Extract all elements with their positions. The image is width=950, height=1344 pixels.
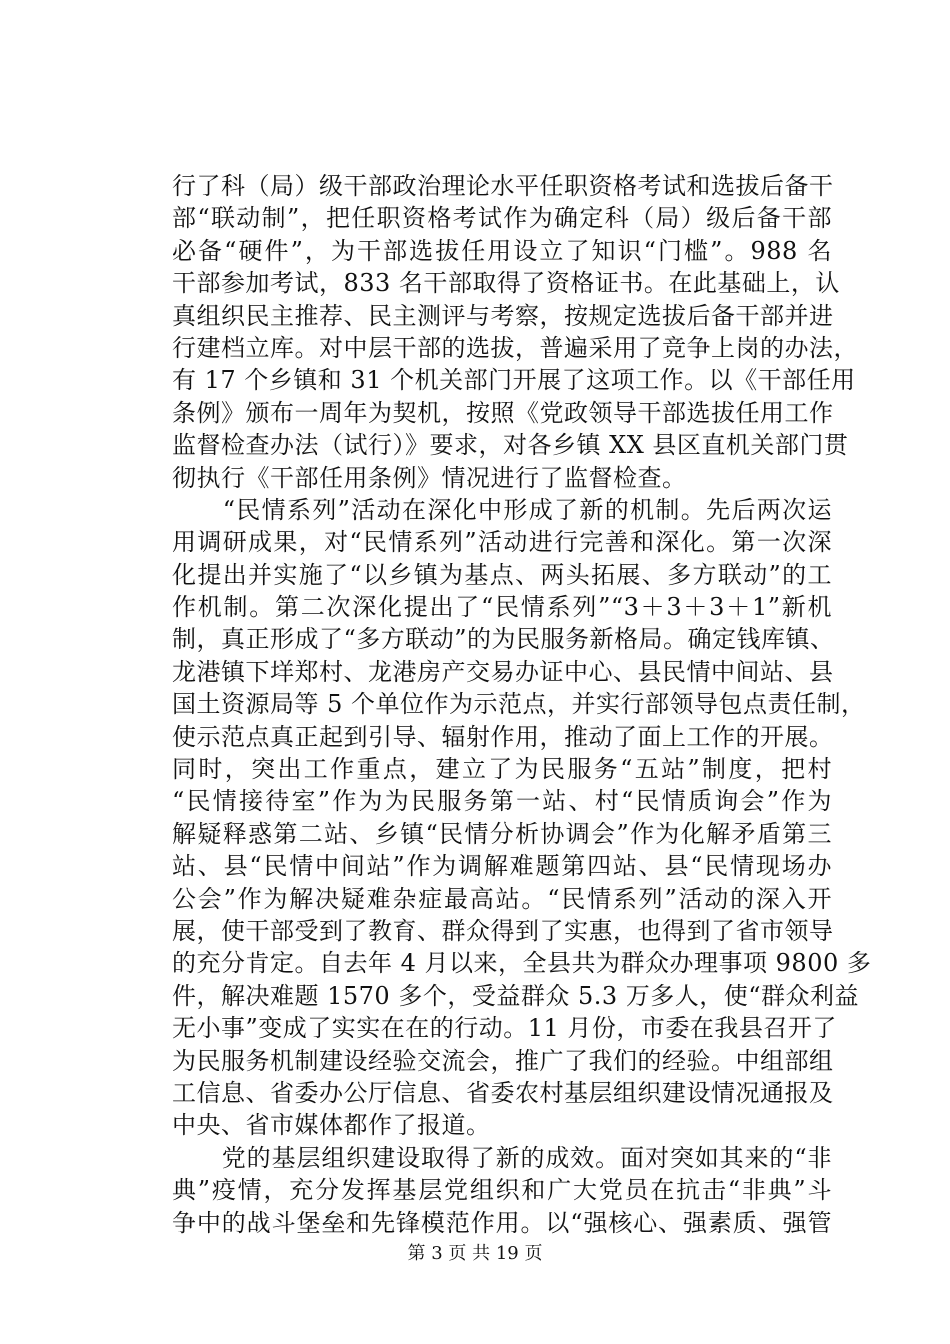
text-line: 公会”作为解决疑难杂症最高站。“民情系列”活动的深入开	[172, 884, 832, 913]
text-line: 有 17 个乡镇和 31 个机关部门开展了这项工作。以《干部任用	[172, 366, 856, 395]
text-line: 站、县“民情中间站”作为调解难题第四站、县“民情现场办	[172, 852, 832, 881]
text-line: 条例》颁布一周年为契机，按照《党政领导干部选拔任用工作	[172, 398, 834, 427]
text-line: 使示范点真正起到引导、辐射作用，推动了面上工作的开展。	[172, 722, 834, 751]
text-line: 工信息、省委办公厅信息、省委农村基层组织建设情况通报及	[172, 1078, 834, 1107]
text-line: 龙港镇下垟郑村、龙港房产交易办证中心、县民情中间站、县	[172, 657, 834, 686]
text-line: 真组织民主推荐、民主测评与考察，按规定选拔后备干部并进	[172, 301, 834, 330]
text-line: 行了科（局）级干部政治理论水平任职资格考试和选拔后备干	[172, 172, 834, 200]
text-line: 部“联动制”，把任职资格考试作为确定科（局）级后备干部	[172, 204, 832, 233]
text-line: 争中的战斗堡垒和先锋模范作用。以“强核心、强素质、强管	[172, 1208, 832, 1237]
text-line: 化提出并实施了“以乡镇为基点、两头拓展、多方联动”的工	[172, 560, 832, 589]
text-line: 制，真正形成了“多方联动”的为民服务新格局。确定钱库镇、	[172, 625, 835, 654]
text-line: “民情系列”活动在深化中形成了新的机制。先后两次运	[172, 495, 832, 524]
body-text	[172, 170, 872, 1239]
text-line: 的充分肯定。自去年 4 月以来，全县共为群众办理事项 9800 多	[172, 949, 872, 978]
text-line: 彻执行《干部任用条例》情况进行了监督检查。	[172, 463, 687, 492]
text-line: 为民服务机制建设经验交流会，推广了我们的经验。中组部组	[172, 1046, 834, 1075]
text-line: 展，使干部受到了教育、群众得到了实惠，也得到了省市领导	[172, 916, 834, 945]
text-line: 国土资源局等 5 个单位作为示范点，并实行部领导包点责任制，	[172, 690, 866, 719]
text-line: 典”疫情，充分发挥基层党组织和广大党员在抗击“非典”斗	[172, 1176, 832, 1205]
text-line: 同时，突出工作重点，建立了为民服务“五站”制度，把村	[172, 755, 832, 784]
text-line: 必备“硬件”，为干部选拔任用设立了知识“门槛”。988 名	[172, 236, 832, 265]
text-line: 用调研成果，对“民情系列”活动进行完善和深化。第一次深	[172, 528, 832, 557]
text-line: 行建档立库。对中层干部的选拔，普遍采用了竞争上岗的办法，	[172, 333, 858, 362]
text-line: 干部参加考试，833 名干部取得了资格证书。在此基础上，认	[172, 269, 840, 298]
text-line: “民情接待室”作为为民服务第一站、村“民情质询会”作为	[172, 787, 832, 816]
text-line: 无小事”变成了实实在在的行动。11 月份，市委在我县召开了	[172, 1014, 837, 1043]
text-line: 中央、省市媒体都作了报道。	[172, 1111, 491, 1140]
text-line: 党的基层组织建设取得了新的成效。面对突如其来的“非	[172, 1143, 832, 1172]
text-line: 解疑释惑第二站、乡镇“民情分析协调会”作为化解矛盾第三	[172, 819, 832, 848]
text-line: 件，解决难题 1570 多个，受益群众 5.3 万多人，使“群众利益	[172, 981, 860, 1010]
text-line: 作机制。第二次深化提出了“民情系列”“3＋3＋3＋1”新机	[172, 593, 832, 622]
text-line: 监督检查办法（试行）》要求，对各乡镇 XX 县区直机关部门贯	[172, 431, 849, 460]
page-footer: 第 3 页 共 19 页	[407, 1243, 543, 1264]
